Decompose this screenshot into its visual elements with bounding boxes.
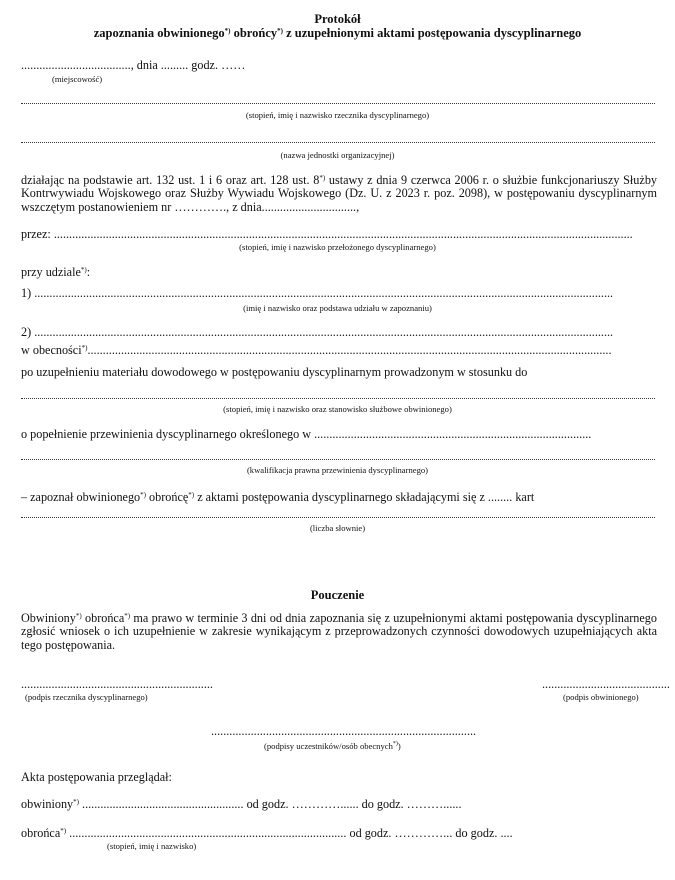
offence-line[interactable]: o popełnienie przewinienia dyscyplinarnego określonego w ........................................................................................... (21, 427, 592, 441)
pages-field[interactable] (21, 517, 655, 518)
participant-caption: (imię i nazwisko oraz podstawa udziału w zapoznaniu) (243, 303, 432, 313)
place-date-line[interactable]: ...................................., dnia ......... godz. …… (21, 58, 246, 72)
accused-signature-caption: (podpis obwinionego) (563, 692, 639, 702)
document-title: Protokół (314, 12, 361, 26)
review-defender-line[interactable]: obrońca*) ........................................................................................... od godz. …………... do godz. .... (21, 826, 513, 840)
pages-caption: (liczba słownie) (309, 523, 366, 533)
participants-signature-caption: (podpisy uczestników/osób obecnych*)) (264, 741, 401, 751)
superior-caption: (stopień, imię i nazwisko przełożonego dyscyplinarnego) (239, 242, 436, 252)
przez-line[interactable]: przez: .............................................................................................................................................................................................. (21, 227, 633, 241)
officer-signature-field[interactable]: ............................................................... (21, 677, 213, 691)
unit-caption: (nazwa jednostki organizacyjnej) (280, 150, 395, 160)
qualification-field[interactable] (21, 459, 655, 460)
officer-field[interactable] (21, 103, 655, 104)
document-subtitle: zapoznania obwinionego*) obrońcy*) z uzupełnionymi aktami postępowania dyscyplinarnego (93, 26, 582, 40)
files-reviewed-label: Akta postępowania przeglądał: (21, 770, 172, 784)
presence-line[interactable]: w obecności*)............................................................................................................................................................................ (21, 343, 612, 357)
familiarized-line[interactable]: – zapoznał obwinionego*) obrońcę*) z aktami postępowania dyscyplinarnego składającymi się z ........ kart (21, 490, 535, 504)
accused-field[interactable] (21, 398, 655, 399)
review-caption: (stopień, imię i nazwisko) (107, 841, 197, 851)
officer-signature-caption: (podpis rzecznika dyscyplinarnego) (25, 692, 148, 702)
officer-caption: (stopień, imię i nazwisko rzecznika dyscyplinarnego) (245, 110, 430, 120)
supplement-line: po uzupełnieniu materiału dowodowego w postępowaniu dyscyplinarnym prowadzonym w stosunku do (21, 365, 528, 379)
participants-signature-field[interactable]: ....................................................................................... (211, 724, 477, 738)
legal-basis-paragraph: działając na podstawie art. 132 ust. 1 i 6 oraz art. 128 ust. 8*) ustawy z dnia 9 czerwca 2006 r. o służbie funkcjonariuszy Służby Kontrwywiadu Wojskowego oraz Służby Wywiadu Wojskowego (Dz. U. z 2023 r. poz. 2098), w postępowaniu dyscyplinarnym wszczętym postanowieniem nr …………., z dnia..............................., (21, 173, 658, 214)
qualification-caption: (kwalifikacja prawna przewinienia dyscyplinarnego) (246, 465, 429, 475)
participant-2-field[interactable]: 2) .............................................................................................................................................................................................. (21, 325, 614, 339)
place-caption: (miejscowość) (52, 74, 103, 84)
participation-label: przy udziale*): (21, 265, 91, 279)
instruction-paragraph: Obwiniony*) obrońca*) ma prawo w terminie 3 dni od dnia zapoznania się z uzupełnionymi aktami postępowania dyscyplinarnego zgłosić wniosek o ich uzupełnienie w zakresie wynikającym z przeprowadzonych czynności dowodowych uzupełniających akta tego postępowania. (21, 611, 657, 652)
accused-signature-field[interactable]: .......................................... (542, 677, 670, 691)
participant-1-field[interactable]: 1) .............................................................................................................................................................................................. (21, 286, 614, 300)
accused-caption: (stopień, imię i nazwisko oraz stanowisko służbowe obwinionego) (223, 404, 452, 414)
unit-field[interactable] (21, 142, 655, 143)
review-accused-line[interactable]: obwiniony*) ..................................................... od godz. …………...... do godz. ………...... (21, 797, 462, 811)
instruction-title: Pouczenie (310, 588, 365, 602)
